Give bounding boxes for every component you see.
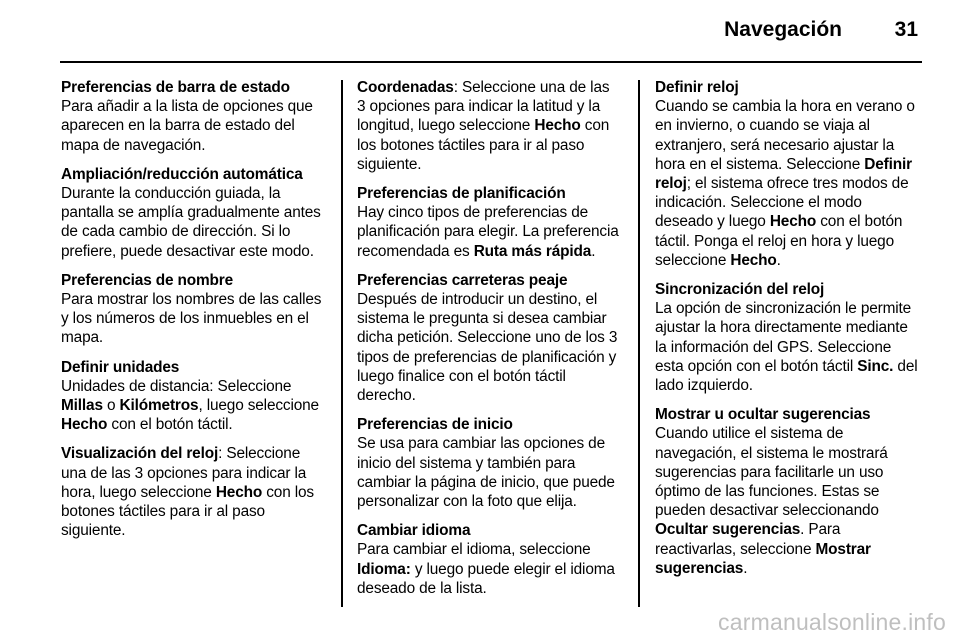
page-title: Navegación	[724, 18, 842, 41]
section-emphasis: Mostrar sugerencias	[655, 540, 871, 577]
section-body: Para añadir a la lista de opciones que aparecen en la barra de estado del mapa de navegación.	[61, 98, 313, 154]
section-title: Preferencias de inicio	[357, 416, 513, 434]
section-title: Definir reloj	[655, 79, 739, 96]
section-emphasis: Idioma:	[357, 560, 411, 578]
section-units	[61, 358, 325, 435]
section-body: Durante la conducción guiada, la pantalla se amplía gradualmente antes de cada cambio de dirección. Si lo prefiere, puede desactivar este modo.	[61, 185, 321, 260]
section-emphasis: Millas	[61, 397, 103, 415]
column-divider	[638, 80, 640, 607]
section-emphasis: Kilómetros	[119, 397, 199, 415]
page-number: 31	[894, 18, 918, 41]
section-body: Para mostrar los nombres de las calles y los números de los inmuebles en el mapa.	[61, 291, 322, 347]
section-title: Definir unidades	[61, 358, 180, 376]
section-text: Unidades de distancia: Seleccione	[61, 377, 292, 395]
section-title: Mostrar u ocultar sugerencias	[655, 406, 871, 424]
section-text: Para cambiar el idioma, seleccione	[357, 541, 591, 559]
section-text: La opción de sincronización le permite ajustar la hora directamente mediante la información del GPS. Seleccione esta opción con el botón táctil	[655, 300, 912, 375]
section-title-inline: Visualización del reloj	[61, 445, 219, 463]
section-emphasis: Hecho	[769, 213, 817, 231]
section-emphasis: Hecho	[730, 251, 777, 269]
section-text: del lado izquierdo.	[655, 357, 918, 395]
column-divider	[341, 80, 343, 607]
section-text: con el botón táctil.	[107, 416, 233, 434]
section-text: . Para reactivarlas, seleccione	[655, 521, 841, 558]
section-body: Se usa para cambiar las opciones de inicio del sistema y también para cambiar la página de inicio, que puede personalizar con la foto que elija.	[357, 435, 615, 511]
section-startup-prefs	[357, 415, 621, 511]
header-rule	[60, 61, 922, 63]
section-title-inline: Coordenadas	[357, 79, 454, 96]
section-text: con los botones táctiles para ir al paso siguiente.	[357, 117, 610, 173]
section-clock-sync	[655, 280, 919, 395]
column-2	[357, 78, 621, 600]
section-title: Preferencias de planificación	[357, 185, 566, 203]
section-emphasis: Hecho	[61, 416, 108, 434]
section-auto-zoom	[61, 165, 325, 261]
column-1	[61, 78, 325, 542]
section-emphasis: Ruta más rápida	[473, 242, 592, 260]
section-text: : Seleccione una de las 3 opciones para indicar la latitud y la longitud, luego seleccione	[357, 79, 610, 135]
section-emphasis: Ocultar sugerencias	[655, 521, 801, 539]
section-title: Sincronización del reloj	[655, 281, 825, 299]
section-change-language	[357, 521, 621, 598]
watermark: carmanualsonline.info	[718, 609, 946, 635]
section-title: Preferencias de nombre	[61, 271, 234, 289]
section-name-prefs	[61, 271, 325, 348]
section-status-bar-prefs	[61, 78, 325, 155]
section-set-clock	[655, 78, 919, 270]
section-toll-prefs	[357, 271, 621, 405]
section-text: con el botón táctil. Ponga el reloj en hora y luego seleccione	[655, 213, 903, 269]
section-title: Preferencias de barra de estado	[61, 79, 290, 96]
section-text: .	[776, 251, 781, 269]
section-text: ; el sistema ofrece tres modos de indicación. Seleccione el modo deseado y luego	[655, 175, 909, 231]
section-text: o	[102, 397, 120, 415]
section-text: con los botones táctiles para ir al paso siguiente.	[61, 483, 314, 540]
section-text: : Seleccione una de las 3 opciones para indicar la hora, luego seleccione	[61, 445, 307, 501]
section-title: Ampliación/reducción automática	[61, 165, 303, 183]
section-emphasis: Sinc.	[857, 357, 894, 375]
section-text: .	[591, 242, 596, 260]
column-3	[655, 78, 919, 580]
section-text: y luego puede elegir el idioma deseado de la lista.	[357, 560, 615, 597]
section-text: Hay cinco tipos de preferencias de planificación para elegir. La preferencia recomendada es	[357, 204, 619, 260]
section-text: Cuando se cambia la hora en verano o en invierno, o cuando se viaja al extranjero, será necesario ajustar la hora en el sistema. Seleccione	[655, 98, 915, 173]
section-title: Preferencias carreteras peaje	[357, 271, 568, 289]
section-text: Cuando utilice el sistema de navegación, el sistema le mostrará sugerencias para facilitarle un uso óptimo de las funciones. Estas se pueden desactivar seleccionando	[655, 425, 888, 520]
section-emphasis: Hecho	[534, 117, 581, 135]
section-planning-prefs	[357, 184, 621, 261]
section-text: .	[743, 559, 748, 577]
section-body: Después de introducir un destino, el sistema le pregunta si desea cambiar dicha petición. Seleccione uno de los 3 tipos de preferencias de planificación y luego finalice con el botón táctil derecho.	[357, 291, 618, 405]
section-title: Cambiar idioma	[357, 522, 471, 540]
page-header	[0, 0, 960, 60]
section-text: , luego seleccione	[198, 397, 319, 415]
section-emphasis: Hecho	[215, 483, 263, 501]
section-coordinates	[357, 78, 621, 174]
section-emphasis: Definir reloj	[655, 155, 912, 193]
section-clock-display	[61, 444, 325, 540]
section-tips	[655, 405, 919, 578]
